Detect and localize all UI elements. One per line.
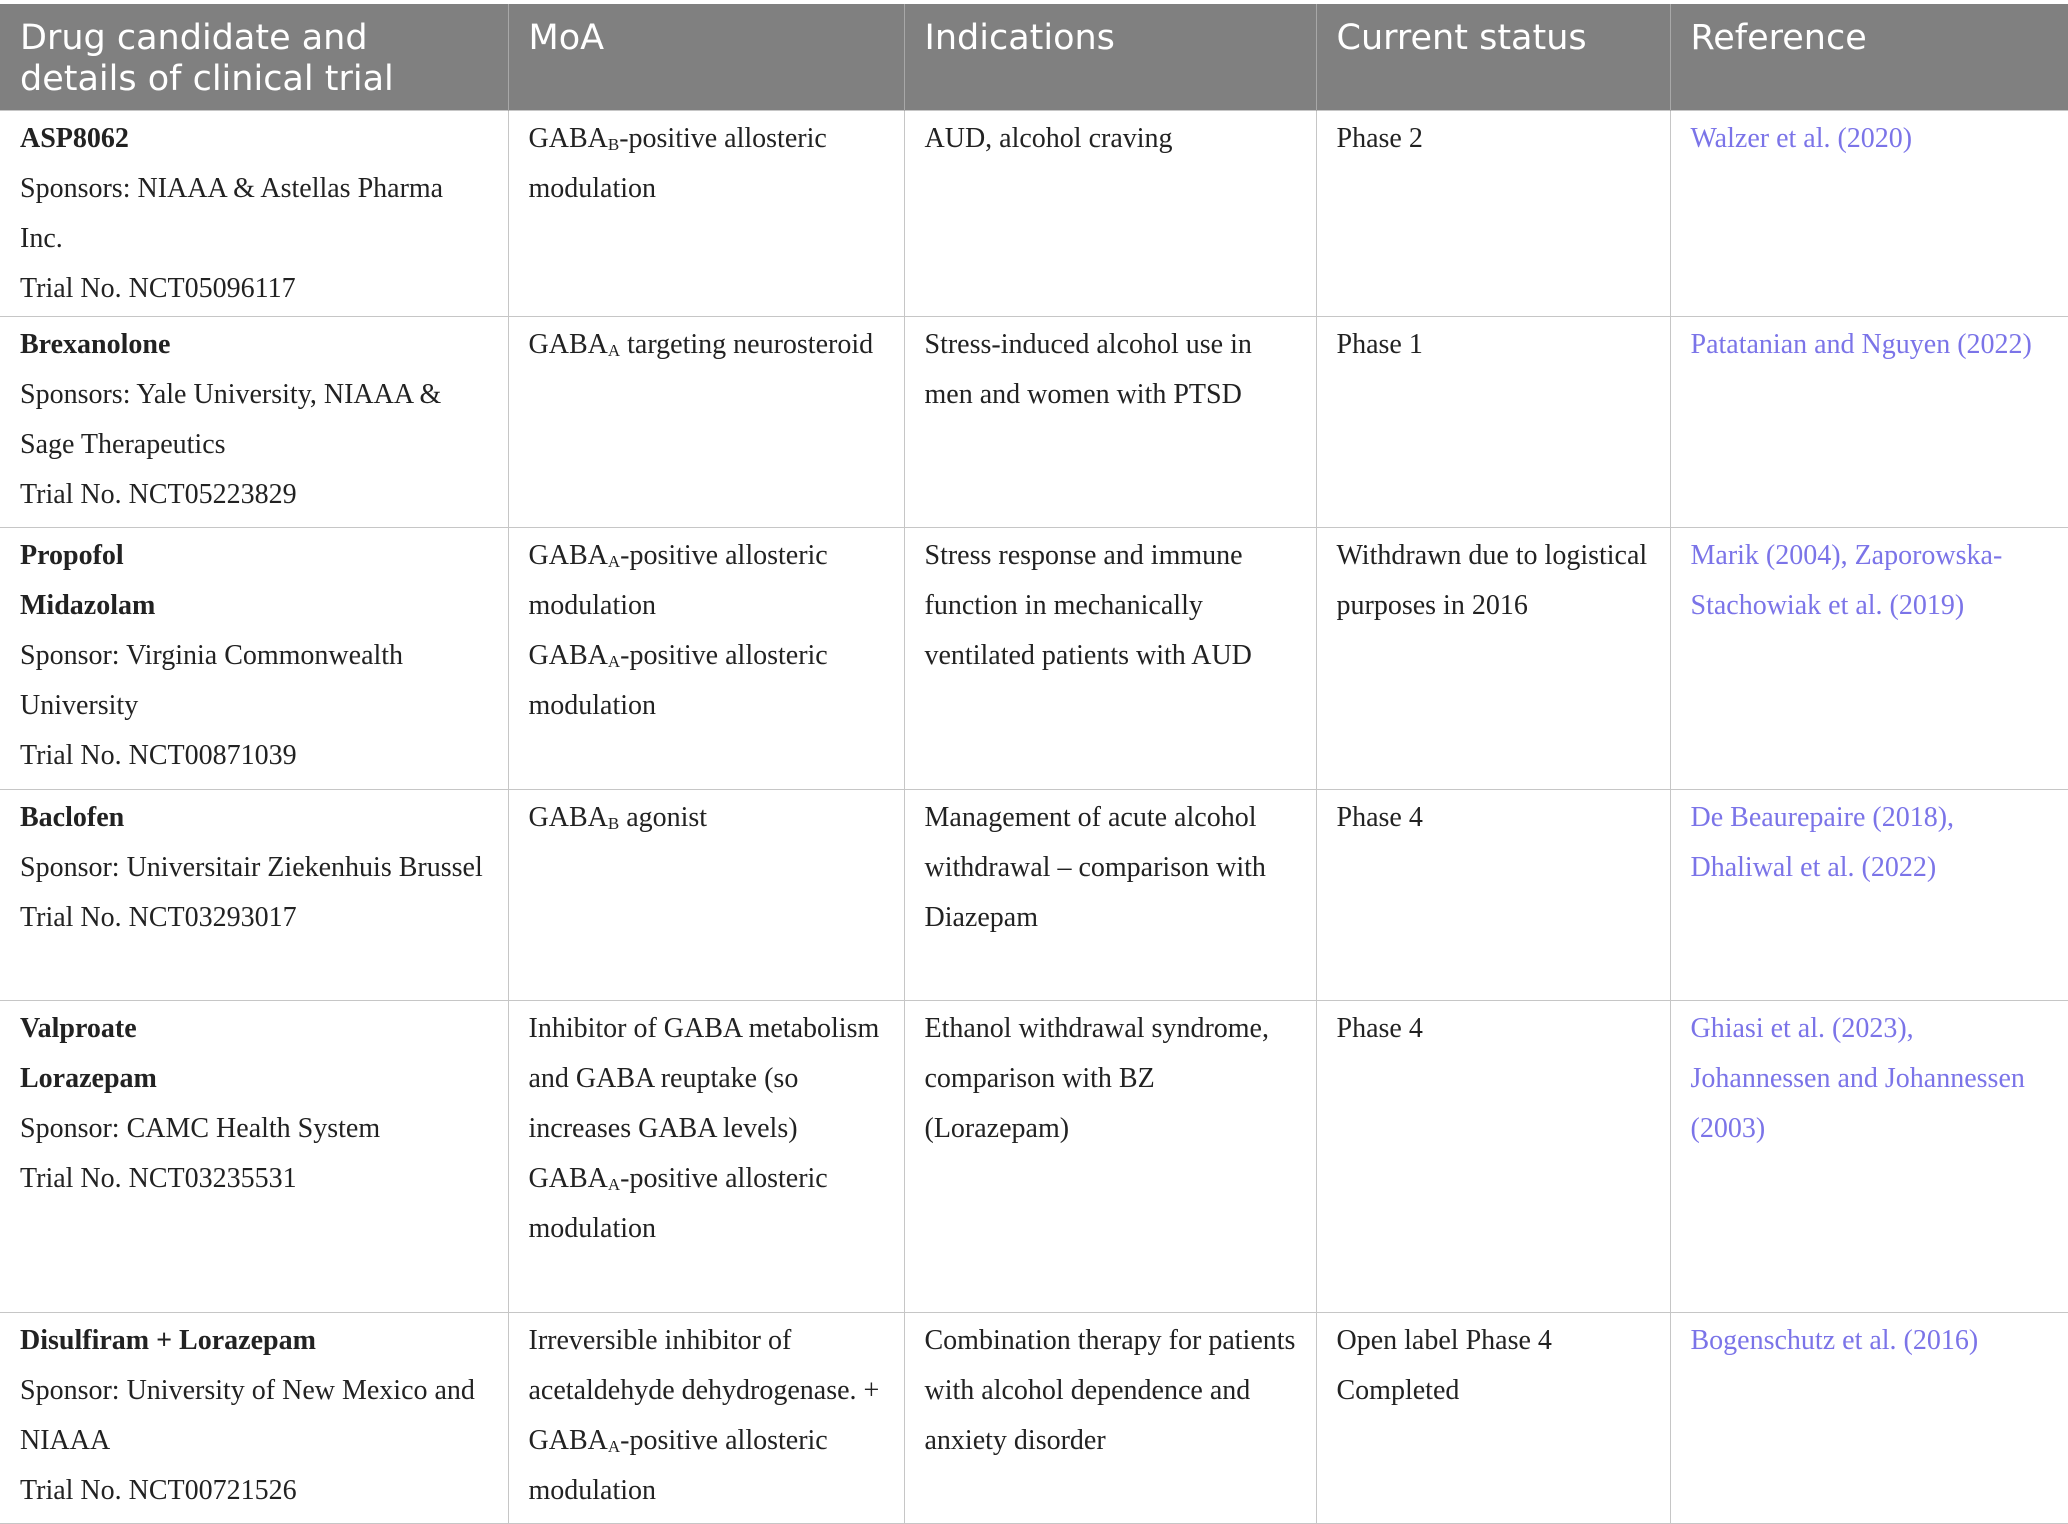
reference-link[interactable]: Walzer et al. (2020) xyxy=(1690,123,1913,154)
reference-cell xyxy=(1670,1313,2068,1524)
sponsor-text: Sponsor: Virginia Commonwealth University xyxy=(20,640,404,721)
drug-name: Lorazepam xyxy=(20,1063,157,1094)
moa-subscript: A xyxy=(607,652,621,671)
trial-number: Trial No. NCT00871039 xyxy=(20,740,297,771)
moa-subscript: A xyxy=(607,341,621,360)
reference-link[interactable]: De Beaurepaire (2018), Dhaliwal et al. (2022) xyxy=(1690,802,1955,883)
reference-link[interactable]: Patatanian and Nguyen (2022) xyxy=(1690,329,2032,360)
sponsor-text: Sponsor: Universitair Ziekenhuis Brussel xyxy=(20,852,483,883)
reference-cell xyxy=(1670,111,2068,317)
moa-text: GABA xyxy=(528,329,608,360)
drug-name: ASP8062 xyxy=(20,123,129,154)
drug-name: Brexanolone xyxy=(20,329,171,360)
table-row xyxy=(0,1001,2068,1313)
sponsor-text: Sponsors: NIAAA & Astellas Pharma Inc. xyxy=(20,173,444,254)
moa-cell xyxy=(508,528,904,790)
trial-number: Trial No. NCT00721526 xyxy=(20,1475,297,1506)
moa-cell xyxy=(508,1313,904,1524)
trial-number: Trial No. NCT05223829 xyxy=(20,479,297,510)
drug-cell xyxy=(0,1001,508,1313)
drug-name: Disulfiram + Lorazepam xyxy=(20,1325,316,1356)
sponsor-text: Sponsor: University of New Mexico and NIAAA xyxy=(20,1375,475,1456)
indications-cell: Stress-induced alcohol use in men and women with PTSD xyxy=(904,317,1316,528)
moa-text: -positive allosteric modulation xyxy=(528,540,828,621)
indications-cell: Management of acute alcohol withdrawal – comparison with Diazepam xyxy=(904,790,1316,1001)
sponsor-text: Sponsors: Yale University, NIAAA & Sage Therapeutics xyxy=(20,379,442,460)
drug-cell xyxy=(0,111,508,317)
moa-text: agonist xyxy=(619,802,708,833)
header-current-status: Current status xyxy=(1316,4,1670,111)
reference-link[interactable]: Marik (2004), Zaporowska-Stachowiak et al. (2019) xyxy=(1690,540,2003,621)
trial-number: Trial No. NCT03235531 xyxy=(20,1163,297,1194)
status-cell: Phase 1 xyxy=(1316,317,1670,528)
drug-name: Valproate xyxy=(20,1013,137,1044)
moa-text: GABA xyxy=(528,640,608,671)
moa-subscript: A xyxy=(607,552,621,571)
trial-number: Trial No. NCT05096117 xyxy=(20,273,296,304)
moa-text: -positive allosteric modulation xyxy=(528,123,827,204)
moa-line xyxy=(529,1316,884,1516)
moa-text: -positive allosteric modulation xyxy=(528,1425,828,1506)
status-cell: Withdrawn due to logistical purposes in 2016 xyxy=(1316,528,1670,790)
moa-text: -positive allosteric modulation xyxy=(528,640,828,721)
table-row xyxy=(0,1313,2068,1524)
drug-name: Baclofen xyxy=(20,802,125,833)
header-indications: Indications xyxy=(904,4,1316,111)
table-row xyxy=(0,528,2068,790)
moa-text: -positive allosteric modulation xyxy=(528,1163,828,1244)
drug-name: Midazolam xyxy=(20,590,156,621)
moa-subscript: A xyxy=(607,1175,621,1194)
moa-text: targeting neurosteroid xyxy=(620,329,874,360)
moa-line xyxy=(529,1004,884,1154)
moa-line xyxy=(529,531,884,631)
drug-cell xyxy=(0,528,508,790)
moa-line xyxy=(529,320,884,370)
table-row xyxy=(0,111,2068,317)
sponsor-text: Sponsor: CAMC Health System xyxy=(20,1113,381,1144)
moa-cell xyxy=(508,111,904,317)
reference-cell xyxy=(1670,790,2068,1001)
indications-cell: AUD, alcohol craving xyxy=(904,111,1316,317)
moa-cell xyxy=(508,317,904,528)
moa-subscript: B xyxy=(607,814,620,833)
clinical-trials-table xyxy=(0,4,2068,1524)
indications-cell: Ethanol withdrawal syndrome, comparison with BZ (Lorazepam) xyxy=(904,1001,1316,1313)
status-cell: Phase 4 xyxy=(1316,1001,1670,1313)
moa-text: GABA xyxy=(528,123,608,154)
reference-link[interactable]: Ghiasi et al. (2023), Johannessen and Johannessen (2003) xyxy=(1690,1013,2025,1144)
indications-cell: Combination therapy for patients with alcohol dependence and anxiety disorder xyxy=(904,1313,1316,1524)
header-moa: MoA xyxy=(508,4,904,111)
table-body xyxy=(0,111,2068,1524)
reference-link[interactable]: Bogenschutz et al. (2016) xyxy=(1690,1325,1979,1356)
indications-cell: Stress response and immune function in mechanically ventilated patients with AUD xyxy=(904,528,1316,790)
moa-subscript: B xyxy=(607,135,620,154)
moa-text: Irreversible inhibitor of acetaldehyde dehydrogenase. + GABA xyxy=(528,1325,880,1456)
moa-line xyxy=(529,1154,884,1254)
moa-line xyxy=(529,793,884,843)
moa-text: Inhibitor of GABA metabolism and GABA reuptake (so increases GABA levels) xyxy=(528,1013,880,1144)
table-header xyxy=(0,4,2068,111)
reference-cell xyxy=(1670,317,2068,528)
moa-text: GABA xyxy=(528,802,608,833)
drug-cell xyxy=(0,1313,508,1524)
moa-subscript: A xyxy=(607,1437,621,1456)
reference-cell xyxy=(1670,528,2068,790)
moa-cell xyxy=(508,1001,904,1313)
drug-cell xyxy=(0,790,508,1001)
reference-cell xyxy=(1670,1001,2068,1313)
trial-number: Trial No. NCT03293017 xyxy=(20,902,297,933)
header-drug-candidate: Drug candidate and details of clinical trial xyxy=(0,4,508,111)
status-cell: Open label Phase 4 Completed xyxy=(1316,1313,1670,1524)
moa-text: GABA xyxy=(528,540,608,571)
header-reference: Reference xyxy=(1670,4,2068,111)
header-row xyxy=(0,4,2068,111)
table-row xyxy=(0,317,2068,528)
status-cell: Phase 2 xyxy=(1316,111,1670,317)
moa-cell xyxy=(508,790,904,1001)
moa-text: GABA xyxy=(528,1163,608,1194)
moa-line xyxy=(529,114,884,214)
drug-cell xyxy=(0,317,508,528)
drug-name: Propofol xyxy=(20,540,124,571)
table-row xyxy=(0,790,2068,1001)
moa-line xyxy=(529,631,884,731)
status-cell: Phase 4 xyxy=(1316,790,1670,1001)
